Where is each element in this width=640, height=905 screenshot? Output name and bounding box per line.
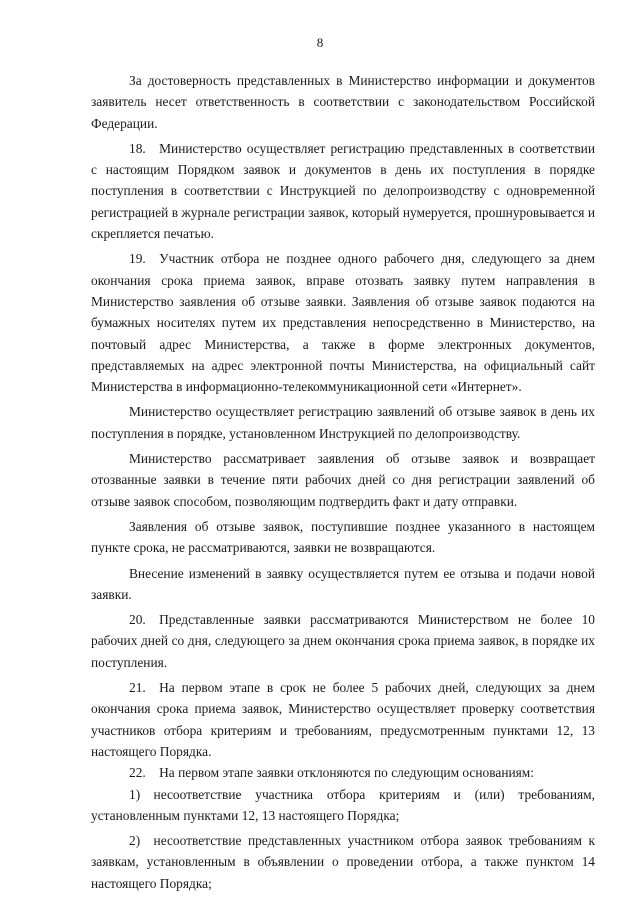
paragraph-21: 21. На первом этапе в срок не более 5 рабочих дней, следующих за днем окончания срока приема заявок, Министерство осуществляет проверку соответствия участников отбора критериям и требованиям, предусмотренным пунктами 12, 13 настоящего Порядка. [91,680,595,759]
document-body [91,70,595,894]
paragraph-19-changes: Внесение изменений в заявку осуществляется путем ее отзыва и подачи новой заявки. [91,565,595,602]
paragraph-22: 22. На первом этапе заявки отклоняются по следующим основаниям: [129,765,535,781]
paragraph-19: 19. Участник отбора не позднее одного рабочего дня, следующего за днем окончания срока приема заявок, вправе отозвать заявку путем направления в Министерство заявления об отзыве заявки. Заявления об отзыве заявок подаются на бумажных носителях путем их представления непосредственно в Министерство, на почтовый адрес Министерства, а также в форме электронных документов, представляемых на адрес электронной почты Министерства, на официальный сайт Министерства в информационно-телекоммуникационной сети «Интернет». [91,251,595,395]
paragraph-reliability: За достоверность представленных в Министерство информации и документов заявитель несет ответственность в соответствии с законодательством Российской Федерации. [91,73,595,131]
paragraph-18: 18. Министерство осуществляет регистрацию представленных в соответствии с настоящим Порядком заявок и документов в день их поступления в порядке поступления в соответствии с Инструкцией по делопроизводству с одновременной регистрацией в журнале регистрации заявок, который нумеруется, прошнуровывается и скрепляется печатью. [91,140,595,242]
page-number: 8 [316,35,324,50]
paragraph-19-late: Заявления об отзыве заявок, поступившие позднее указанного в настоящем пункте срока, не рассматриваются, заявки не возвращаются. [91,518,595,556]
paragraph-19-registration: Министерство осуществляет регистрацию заявлений об отзыве заявок в день их поступления в порядке, установленном Инструкцией по делопроизводству. [91,404,595,441]
list-item-1: 1) несоответствие участника отбора критериям и (или) требованиям, установленным пунктами 12, 13 настоящего Порядка; [91,786,595,823]
paragraph-20: 20. Представленные заявки рассматриваются Министерством не более 10 рабочих дней со дня, следующего за днем окончания срока приема заявок, в порядке их поступления. [91,612,595,670]
list-item-2: 2) несоответствие представленных участником отбора заявок требованиям к заявкам, установленным в объявлении о проведении отбора, а также пунктом 14 настоящего Порядка; [91,833,595,891]
paragraph-19-return: Министерство рассматривает заявления об отзыве заявок и возвращает отозванные заявки в течение пяти рабочих дней со дня регистрации заявлений об отзыве заявок способом, позволяющим подтвердить факт и дату отправки. [91,451,595,509]
